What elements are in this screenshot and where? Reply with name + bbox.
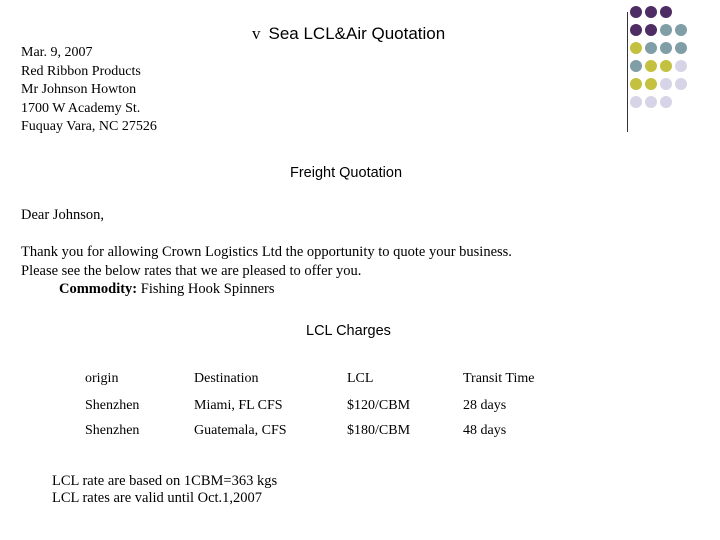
title-text: Sea LCL&Air Quotation	[268, 24, 446, 43]
freight-heading: Freight Quotation	[290, 165, 403, 181]
table-cell-transit-time: 28 days	[463, 398, 507, 413]
address-contact: Mr Johnson Howton	[21, 82, 137, 97]
body-line-2: Please see the below rates that we are pleased to offer you.	[21, 262, 362, 279]
decorative-dot	[660, 78, 672, 90]
recipient-address	[21, 44, 157, 137]
body-line-1: Thank you for allowing Crown Logistics Ltd the opportunity to quote your business.	[21, 244, 512, 260]
table-cell-origin: Shenzhen	[85, 398, 140, 413]
table-header-transit-time: Transit Time	[463, 371, 535, 386]
decorative-dot	[675, 60, 687, 72]
table-header-lcl: LCL	[347, 371, 374, 386]
decorative-dot	[675, 78, 687, 90]
decorative-dot	[660, 6, 672, 18]
table-cell-lcl-rate: $180/CBM	[347, 423, 411, 438]
table-cell-destination: Guatemala, CFS	[194, 423, 287, 438]
decorative-dot	[645, 96, 657, 108]
decorative-dot	[645, 24, 657, 36]
decorative-dot	[630, 60, 642, 72]
table-cell-transit-time: 48 days	[463, 423, 507, 438]
decorative-dot	[660, 96, 672, 108]
title-bullet: v	[252, 24, 261, 43]
decorative-dot	[660, 24, 672, 36]
commodity-line	[21, 280, 512, 299]
rate-notes	[52, 473, 277, 507]
decorative-dot	[630, 96, 642, 108]
decorative-dot	[630, 24, 642, 36]
address-date: Mar. 9, 2007	[21, 45, 93, 60]
document-title	[252, 24, 445, 44]
address-street: 1700 W Academy St.	[21, 100, 141, 116]
decorative-dot	[675, 24, 687, 36]
table-cell-destination: Miami, FL CFS	[194, 398, 283, 413]
decorative-dot	[630, 78, 642, 90]
decorative-dot	[645, 42, 657, 54]
decorative-dot	[660, 60, 672, 72]
decorative-dot	[645, 60, 657, 72]
table-header-origin: origin	[85, 371, 119, 386]
commodity-label: Commodity:	[59, 281, 138, 297]
decorative-dot	[630, 6, 642, 18]
address-company: Red Ribbon Products	[21, 63, 141, 79]
decorative-dot	[675, 42, 687, 54]
decorative-dot	[645, 78, 657, 90]
commodity-value: Fishing Hook Spinners	[140, 281, 275, 297]
decorative-dot	[660, 42, 672, 54]
note-line-2: LCL rates are valid until Oct.1,2007	[52, 490, 263, 506]
decorative-divider	[627, 12, 628, 132]
decorative-dot	[630, 42, 642, 54]
note-line-1: LCL rate are based on 1CBM=363 kgs	[52, 473, 278, 489]
table-header-destination: Destination	[194, 371, 259, 386]
lcl-charges-heading: LCL Charges	[306, 323, 391, 339]
greeting: Dear Johnson,	[21, 207, 104, 223]
address-city: Fuquay Vara, NC 27526	[21, 119, 157, 134]
table-cell-lcl-rate: $120/CBM	[347, 398, 411, 413]
table-cell-origin: Shenzhen	[85, 423, 140, 438]
decorative-dot	[645, 6, 657, 18]
body-text	[21, 243, 512, 299]
